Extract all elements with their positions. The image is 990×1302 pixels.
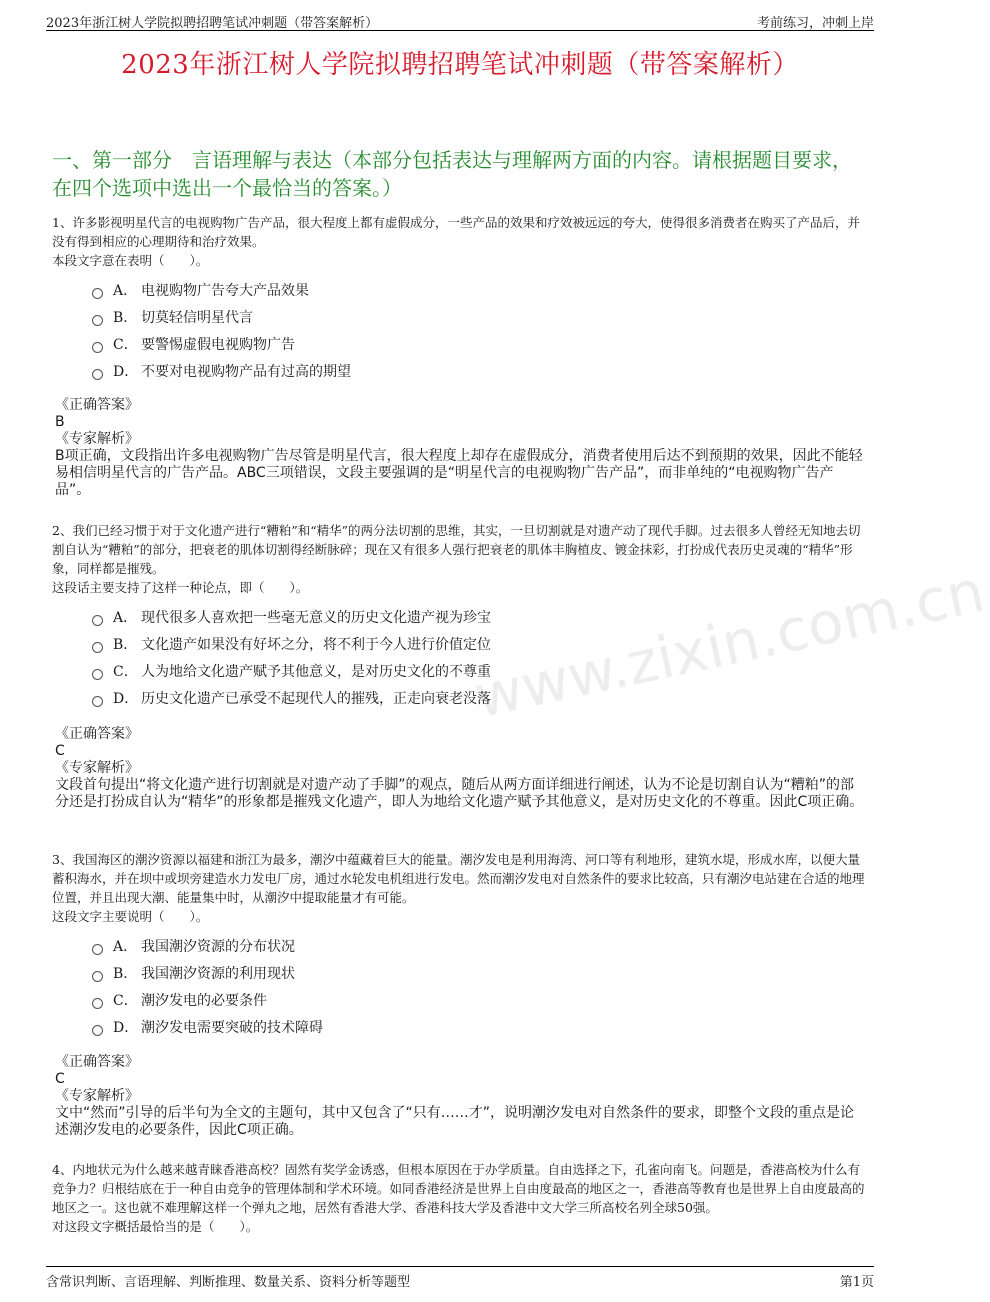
option-text: 电视购物广告夸大产品效果 <box>141 283 309 299</box>
answer-label: 《正确答案》 <box>55 397 139 413</box>
answer-label: 《正确答案》 <box>55 1054 139 1070</box>
radio-icon[interactable] <box>92 369 103 380</box>
radio-icon[interactable] <box>92 342 103 353</box>
answer-value: C <box>55 743 65 759</box>
header-doc-title: 2023年浙江树人学院拟聘招聘笔试冲刺题（带答案解析） <box>46 16 379 31</box>
radio-icon[interactable] <box>92 998 103 1009</box>
question-prompt: 这段文字主要说明（ ）。 <box>52 909 209 924</box>
option-text: 不要对电视购物产品有过高的期望 <box>141 364 351 380</box>
option-c[interactable] <box>92 988 870 1015</box>
analysis-text: 文中“然而”引导的后半句为全文的主题句，其中又包含了“只有……才”，说明潮汐发电对自然条件的要求，即整个文段的重点是论述潮汐发电的必要条件，因此C项正确。 <box>55 1105 855 1138</box>
radio-icon[interactable] <box>92 971 103 982</box>
analysis-label: 《专家解析》 <box>55 1088 139 1104</box>
question-2 <box>52 521 870 713</box>
watermark: www.zixin.com.cn <box>468 556 990 732</box>
question-stem: 4、内地状元为什么越来越青睐香港高校？固然有奖学金诱惑，但根本原因在于办学质量。自由选择之下，孔雀向南飞。问题是，香港高校为什么有竞争力？归根结底在于一种自由竞争的管理体制和学术环境。如同香港经济是世界上自由度最高的地区之一，香港高等教育也是世界上自由度最高的地区之一。这也就不难理解这样一个弹丸之地，居然有香港大学、香港科技大学及香港中文大学三所高校名列全球50强。 <box>52 1162 865 1215</box>
question-1 <box>52 213 870 386</box>
option-text: 我国潮汐资源的分布状况 <box>141 939 295 955</box>
answer-block-2 <box>55 726 867 811</box>
option-letter: B． <box>113 637 138 653</box>
question-prompt: 这段话主要支持了这样一种论点，即（ ）。 <box>52 580 309 595</box>
option-d[interactable] <box>92 359 870 386</box>
option-letter: A． <box>113 939 138 955</box>
option-text: 潮汐发电的必要条件 <box>141 993 267 1009</box>
option-letter: C． <box>113 337 138 353</box>
option-text: 要警惕虚假电视购物广告 <box>141 337 295 353</box>
page-footer <box>46 1266 874 1289</box>
document-title: 2023年浙江树人学院拟聘招聘笔试冲刺题（带答案解析） <box>121 50 799 80</box>
page-header <box>46 10 874 31</box>
option-letter: B． <box>113 966 138 982</box>
analysis-label: 《专家解析》 <box>55 431 139 447</box>
option-letter: A． <box>113 283 138 299</box>
option-text: 潮汐发电需要突破的技术障碍 <box>141 1020 323 1036</box>
answer-label: 《正确答案》 <box>55 726 139 742</box>
analysis-text: B项正确，文段指出许多电视购物广告尽管是明星代言，很大程度上却存在虚假成分，消费者使用后达不到预期的效果，因此不能轻易相信明星代言的广告产品。ABC三项错误，文段主要强调的是“明星代言的电视购物广告产品”，而非单纯的“电视购物广告产品”。 <box>55 448 863 498</box>
option-list <box>92 605 870 713</box>
option-d[interactable] <box>92 686 870 713</box>
question-stem: 3、我国海区的潮汐资源以福建和浙江为最多，潮汐中蕴藏着巨大的能量。潮汐发电是利用海湾、河口等有利地形，建筑水堤，形成水库，以便大量蓄积海水，并在坝中或坝旁建造水力发电厂房，通过水轮发电机组进行发电。然而潮汐发电对自然条件的要求比较高，只有潮汐电站建在合适的地理位置，并且出现大潮、能量集中时，从潮汐中提取能量才有可能。 <box>52 852 865 905</box>
radio-icon[interactable] <box>92 288 103 299</box>
question-4 <box>52 1160 870 1236</box>
option-b[interactable] <box>92 305 870 332</box>
option-letter: A． <box>113 610 138 626</box>
option-b[interactable] <box>92 632 870 659</box>
question-prompt: 对这段文字概括最恰当的是（ ）。 <box>52 1219 259 1234</box>
question-stem: 2、我们已经习惯于对于文化遗产进行“糟粕”和“精华”的两分法切割的思维，其实，一旦切割就是对遗产动了现代手脚。过去很多人曾经无知地去切割自认为“糟粕”的部分，把衰老的肌体切割得经断脉碎；现在又有很多人强行把衰老的肌体丰胸植皮、镀金抹彩，打扮成代表历史灵魂的“精华”形象，同样都是摧残。 <box>52 523 861 576</box>
option-c[interactable] <box>92 659 870 686</box>
option-c[interactable] <box>92 332 870 359</box>
option-a[interactable] <box>92 934 870 961</box>
option-text: 我国潮汐资源的利用现状 <box>141 966 295 982</box>
option-letter: C． <box>113 993 138 1009</box>
question-prompt: 本段文字意在表明（ ）。 <box>52 253 209 268</box>
option-text: 人为地给文化遗产赋予其他意义，是对历史文化的不尊重 <box>141 664 491 680</box>
option-list <box>92 278 870 386</box>
page-number: 第1页 <box>839 1275 874 1290</box>
option-d[interactable] <box>92 1015 870 1042</box>
answer-block-3 <box>55 1054 867 1139</box>
answer-block-1 <box>55 397 867 499</box>
answer-value: C <box>55 1071 65 1087</box>
option-text: 文化遗产如果没有好坏之分，将不利于今人进行价值定位 <box>141 637 491 653</box>
question-3 <box>52 850 870 1042</box>
option-text: 切莫轻信明星代言 <box>141 310 253 326</box>
analysis-label: 《专家解析》 <box>55 760 139 776</box>
option-text: 现代很多人喜欢把一些毫无意义的历史文化遗产视为珍宝 <box>141 610 491 626</box>
question-stem: 1、许多影视明星代言的电视购物广告产品，很大程度上都有虚假成分，一些产品的效果和疗效被远远的夸大，使得很多消费者在购买了产品后，并没有得到相应的心理期待和治疗效果。 <box>52 215 860 249</box>
footer-topics: 含常识判断、言语理解、判断推理、数量关系、资料分析等题型 <box>46 1275 411 1290</box>
option-letter: D． <box>113 691 139 707</box>
option-letter: B． <box>113 310 138 326</box>
option-b[interactable] <box>92 961 870 988</box>
option-letter: C． <box>113 664 138 680</box>
radio-icon[interactable] <box>92 944 103 955</box>
option-letter: D． <box>113 1020 139 1036</box>
radio-icon[interactable] <box>92 315 103 326</box>
radio-icon[interactable] <box>92 615 103 626</box>
option-letter: D． <box>113 364 139 380</box>
option-text: 历史文化遗产已承受不起现代人的摧残，正走向衰老没落 <box>141 691 491 707</box>
option-a[interactable] <box>92 605 870 632</box>
analysis-text: 文段首句提出“将文化遗产进行切割就是对遗产动了手脚”的观点，随后从两方面详细进行阐述，认为不论是切割自认为“糟粕”的部分还是打扮成自认为“精华”的形象都是摧残文化遗产，即人为地给文化遗产赋予其他意义，是对历史文化的不尊重。因此C项正确。 <box>55 777 864 810</box>
option-a[interactable] <box>92 278 870 305</box>
radio-icon[interactable] <box>92 642 103 653</box>
radio-icon[interactable] <box>92 669 103 680</box>
radio-icon[interactable] <box>92 696 103 707</box>
header-slogan: 考前练习，冲刺上岸 <box>756 16 874 31</box>
section-heading: 一、第一部分 言语理解与表达（本部分包括表达与理解两方面的内容。请根据题目要求，在四个选项中选出一个最恰当的答案。） <box>52 148 852 200</box>
answer-value: B <box>55 414 65 430</box>
radio-icon[interactable] <box>92 1025 103 1036</box>
option-list <box>92 934 870 1042</box>
